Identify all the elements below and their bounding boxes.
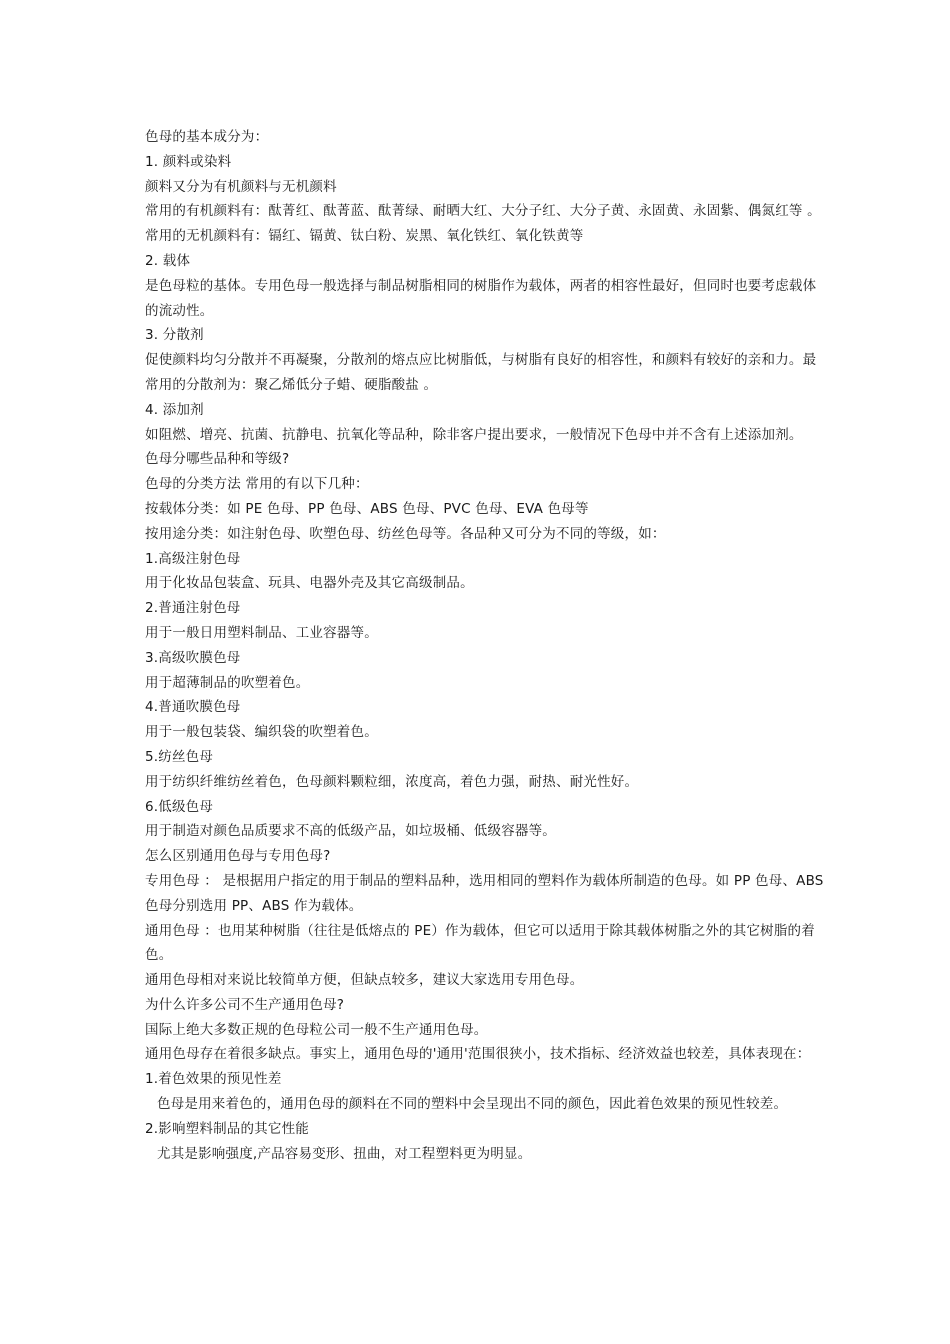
text-line: 2.影响塑料制品的其它性能 xyxy=(145,1120,309,1137)
text-line: 按用途分类：如注射色母、吹塑色母、纺丝色母等。各品种又可分为不同的等级，如： xyxy=(145,525,666,542)
text-line: 4. 添加剂 xyxy=(145,401,204,418)
text-line: 1.着色效果的预见性差 xyxy=(145,1071,282,1088)
text-line: 按载体分类：如 PE 色母、PP 色母、ABS 色母、PVC 色母、EVA 色母等 xyxy=(145,500,589,517)
text-line: 4.普通吹膜色母 xyxy=(145,699,241,716)
text-line: 通用色母 ：也用某种树脂（往往是低熔点的 PE）作为载体，但它可以适用于除其载体树脂之外的其它树脂的着色。 xyxy=(145,922,815,964)
text-line: 1.高级注射色母 xyxy=(145,550,241,567)
text-line: 5.纺丝色母 xyxy=(145,748,214,765)
text-line: 3.高级吹膜色母 xyxy=(145,649,241,666)
text-line: 3. 分散剂 xyxy=(145,327,204,344)
text-line: 通用色母相对来说比较简单方便，但缺点较多，建议大家选用专用色母。 xyxy=(145,972,584,989)
text-line: 颜料又分为有机颜料与无机颜料 xyxy=(145,178,337,195)
text-line: 用于一般包装袋、编织袋的吹塑着色。 xyxy=(145,724,378,741)
text-line: 6.低级色母 xyxy=(145,798,214,815)
text-line: 色母的分类方法 常用的有以下几种： xyxy=(145,476,369,493)
text-line: 促使颜料均匀分散并不再凝聚，分散剂的熔点应比树脂低，与树脂有良好的相容性，和颜料有较好的亲和力。最常用的分散剂为：聚乙烯低分子蜡、硬脂酸盐 。 xyxy=(145,352,817,393)
text-line: 用于制造对颜色品质要求不高的低级产品，如垃圾桶、低级容器等。 xyxy=(145,823,556,840)
text-line: 专用色母 ： 是根据用户指定的用于制品的塑料品种，选用相同的塑料作为载体所制造的色母。如 PP 色母、ABS 色母分别选用 PP、ABS 作为载体。 xyxy=(145,872,824,914)
text-line: 用于化妆品包装盒、玩具、电器外壳及其它高级制品。 xyxy=(145,575,474,592)
text-line: 2. 载体 xyxy=(145,252,191,269)
text-line: 国际上绝大多数正规的色母粒公司一般不生产通用色母。 xyxy=(145,1021,488,1038)
text-line: 1. 颜料或染料 xyxy=(145,153,232,170)
text-line: 用于一般日用塑料制品、工业容器等。 xyxy=(145,624,378,641)
text-line: 为什么许多公司不生产通用色母? xyxy=(145,996,345,1013)
text-line: 通用色母存在着很多缺点。事实上，通用色母的'通用'范围很狭小，技术指标、经济效益也较差，具体表现在： xyxy=(145,1046,811,1063)
text-line: 色母的基本成分为： xyxy=(145,129,269,145)
text-line: 用于超薄制品的吹塑着色。 xyxy=(145,674,310,691)
text-line: 2.普通注射色母 xyxy=(145,600,241,617)
text-line: 是色母粒的基体。专用色母一般选择与制品树脂相同的树脂作为载体，两者的相容性最好，但同时也要考虑载体的流动性。 xyxy=(145,277,817,319)
text-line: 色母分哪些品种和等级? xyxy=(145,451,290,468)
text-line: 常用的有机颜料有：酞菁红、酞菁蓝、酞菁绿、耐晒大红、大分子红、大分子黄、永固黄、永固紫、偶氮红等 。常用的无机颜料有：镉红、镉黄、钛白粉、炭黑、氧化铁红、氧化铁黄等 xyxy=(145,203,821,245)
text-line: 色母是用来着色的，通用色母的颜料在不同的塑料中会呈现出不同的颜色，因此着色效果的预见性较差。 xyxy=(157,1096,788,1113)
document-body xyxy=(145,125,825,1166)
text-line: 尤其是影响强度,产品容易变形、扭曲，对工程塑料更为明显。 xyxy=(157,1145,532,1162)
text-line: 怎么区别通用色母与专用色母? xyxy=(145,848,331,865)
text-line: 用于纺织纤维纺丝着色，色母颜料颗粒细，浓度高，着色力强，耐热、耐光性好。 xyxy=(145,773,639,790)
text-line: 如阻燃、增亮、抗菌、抗静电、抗氧化等品种，除非客户提出要求，一般情况下色母中并不含有上述添加剂。 xyxy=(145,426,803,443)
